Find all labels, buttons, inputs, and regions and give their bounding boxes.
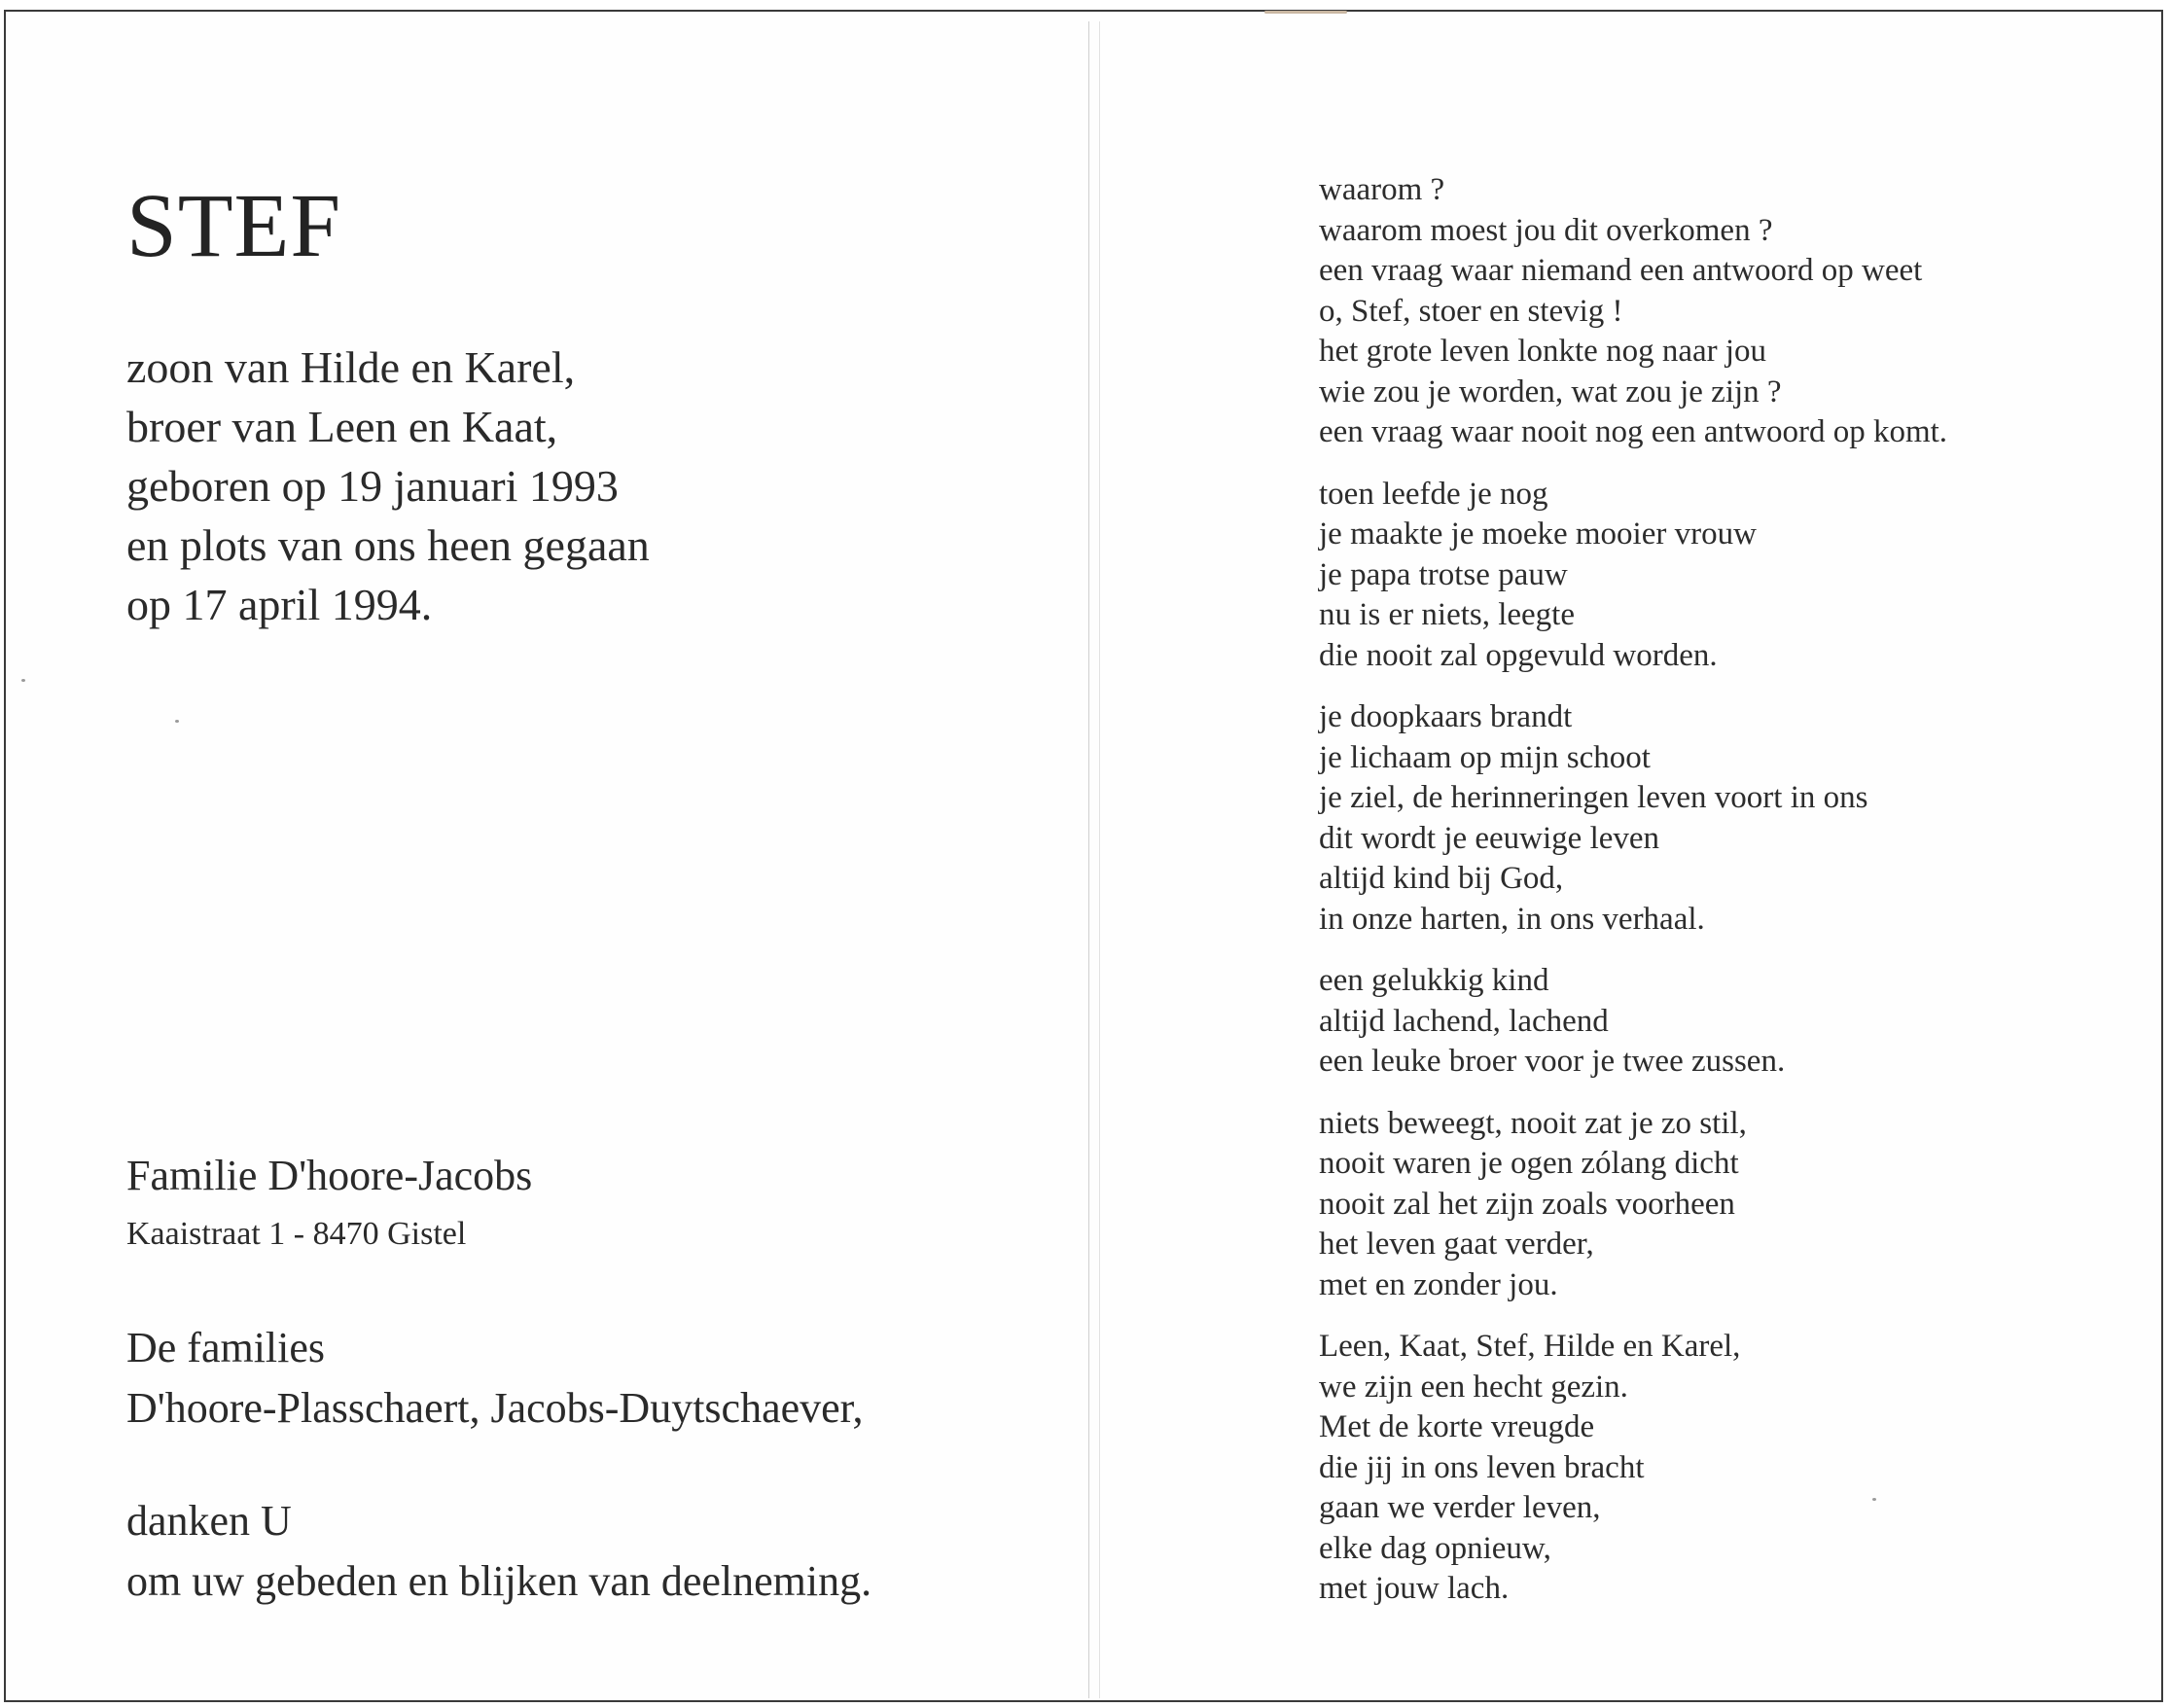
- thanks-block: [126, 1491, 871, 1612]
- poem-line: dit wordt je eeuwige leven: [1319, 820, 1660, 856]
- poem-stanza: [1319, 475, 2126, 677]
- poem-line: altijd kind bij God,: [1319, 861, 1564, 896]
- poem-line: nooit zal het zijn zoals voorheen: [1319, 1186, 1735, 1222]
- poem-line: gaan we verder leven,: [1319, 1490, 1601, 1525]
- poem-line: je lichaam op mijn schoot: [1319, 739, 1651, 775]
- bio-line: en plots van ons heen gegaan: [126, 520, 650, 570]
- poem-line: een gelukkig kind: [1319, 963, 1549, 998]
- poem-line: het grote leven lonkte nog naar jou: [1319, 334, 1767, 369]
- bio-line: op 17 april 1994.: [126, 580, 433, 629]
- poem-line: we zijn een hecht gezin.: [1319, 1369, 1628, 1405]
- bio-line: broer van Leen en Kaat,: [126, 402, 558, 451]
- poem-stanza: [1319, 1327, 2126, 1610]
- poem-line: die nooit zal opgevuld worden.: [1319, 637, 1718, 673]
- poem-stanza: [1319, 961, 2126, 1083]
- poem-line: toen leefde je nog: [1319, 476, 1548, 512]
- poem-stanza: [1319, 697, 2126, 940]
- poem-line: waarom moest jou dit overkomen ?: [1319, 212, 1773, 248]
- poem-line: een vraag waar nooit nog een antwoord op komt.: [1319, 414, 1948, 449]
- poem-line: in onze harten, in ons verhaal.: [1319, 901, 1705, 937]
- poem-line: altijd lachend, lachend: [1319, 1003, 1609, 1039]
- poem-stanza: [1319, 1104, 2126, 1306]
- poem-line: je papa trotse pauw: [1319, 556, 1568, 592]
- paper-speck: [175, 720, 179, 723]
- poem-stanza: [1319, 170, 2126, 453]
- poem-line: die jij in ons leven bracht: [1319, 1449, 1645, 1485]
- thanks-line: om uw gebeden en blijken van deelneming.: [126, 1557, 872, 1605]
- poem-line: je maakte je moeke mooier vrouw: [1319, 516, 1757, 552]
- poem-line: Met de korte vreugde: [1319, 1409, 1595, 1444]
- poem-line: het leven gaat verder,: [1319, 1227, 1594, 1262]
- family-name: Familie D'hoore-Jacobs: [126, 1152, 533, 1199]
- poem-line: o, Stef, stoer en stevig !: [1319, 293, 1623, 329]
- poem-line: met en zonder jou.: [1319, 1266, 1558, 1302]
- poem-line: nu is er niets, leegte: [1319, 597, 1576, 632]
- poem-line: niets beweegt, nooit zat je zo stil,: [1319, 1105, 1747, 1141]
- families-names: D'hoore-Plasschaert, Jacobs-Duytschaever,: [126, 1384, 864, 1432]
- poem: [1319, 170, 2126, 1631]
- fold-mark: [1264, 11, 1347, 14]
- families-intro: De families: [126, 1324, 326, 1371]
- poem-line: je ziel, de herinneringen leven voort in ons: [1319, 780, 1868, 815]
- bio-lines: [126, 338, 650, 634]
- families-block: [126, 1318, 864, 1439]
- family-address: Kaaistraat 1 - 8470 Gistel: [126, 1216, 467, 1252]
- poem-line: Leen, Kaat, Stef, Hilde en Karel,: [1319, 1329, 1741, 1364]
- bio-line: geboren op 19 januari 1993: [126, 461, 619, 511]
- poem-line: je doopkaars brandt: [1319, 699, 1573, 734]
- poem-line: een vraag waar niemand een antwoord op weet: [1319, 253, 1923, 288]
- bio-line: zoon van Hilde en Karel,: [126, 342, 576, 392]
- card-fold: [1088, 21, 1100, 1698]
- poem-line: nooit waren je ogen zólang dicht: [1319, 1146, 1739, 1181]
- poem-line: met jouw lach.: [1319, 1571, 1510, 1606]
- paper-speck: [21, 679, 25, 682]
- poem-line: elke dag opnieuw,: [1319, 1530, 1551, 1566]
- poem-line: een leuke broer voor je twee zussen.: [1319, 1044, 1786, 1079]
- poem-line: wie zou je worden, wat zou je zijn ?: [1319, 374, 1782, 409]
- deceased-name: STEF: [126, 176, 342, 276]
- poem-line: waarom ?: [1319, 172, 1445, 207]
- thanks-line: danken U: [126, 1497, 292, 1545]
